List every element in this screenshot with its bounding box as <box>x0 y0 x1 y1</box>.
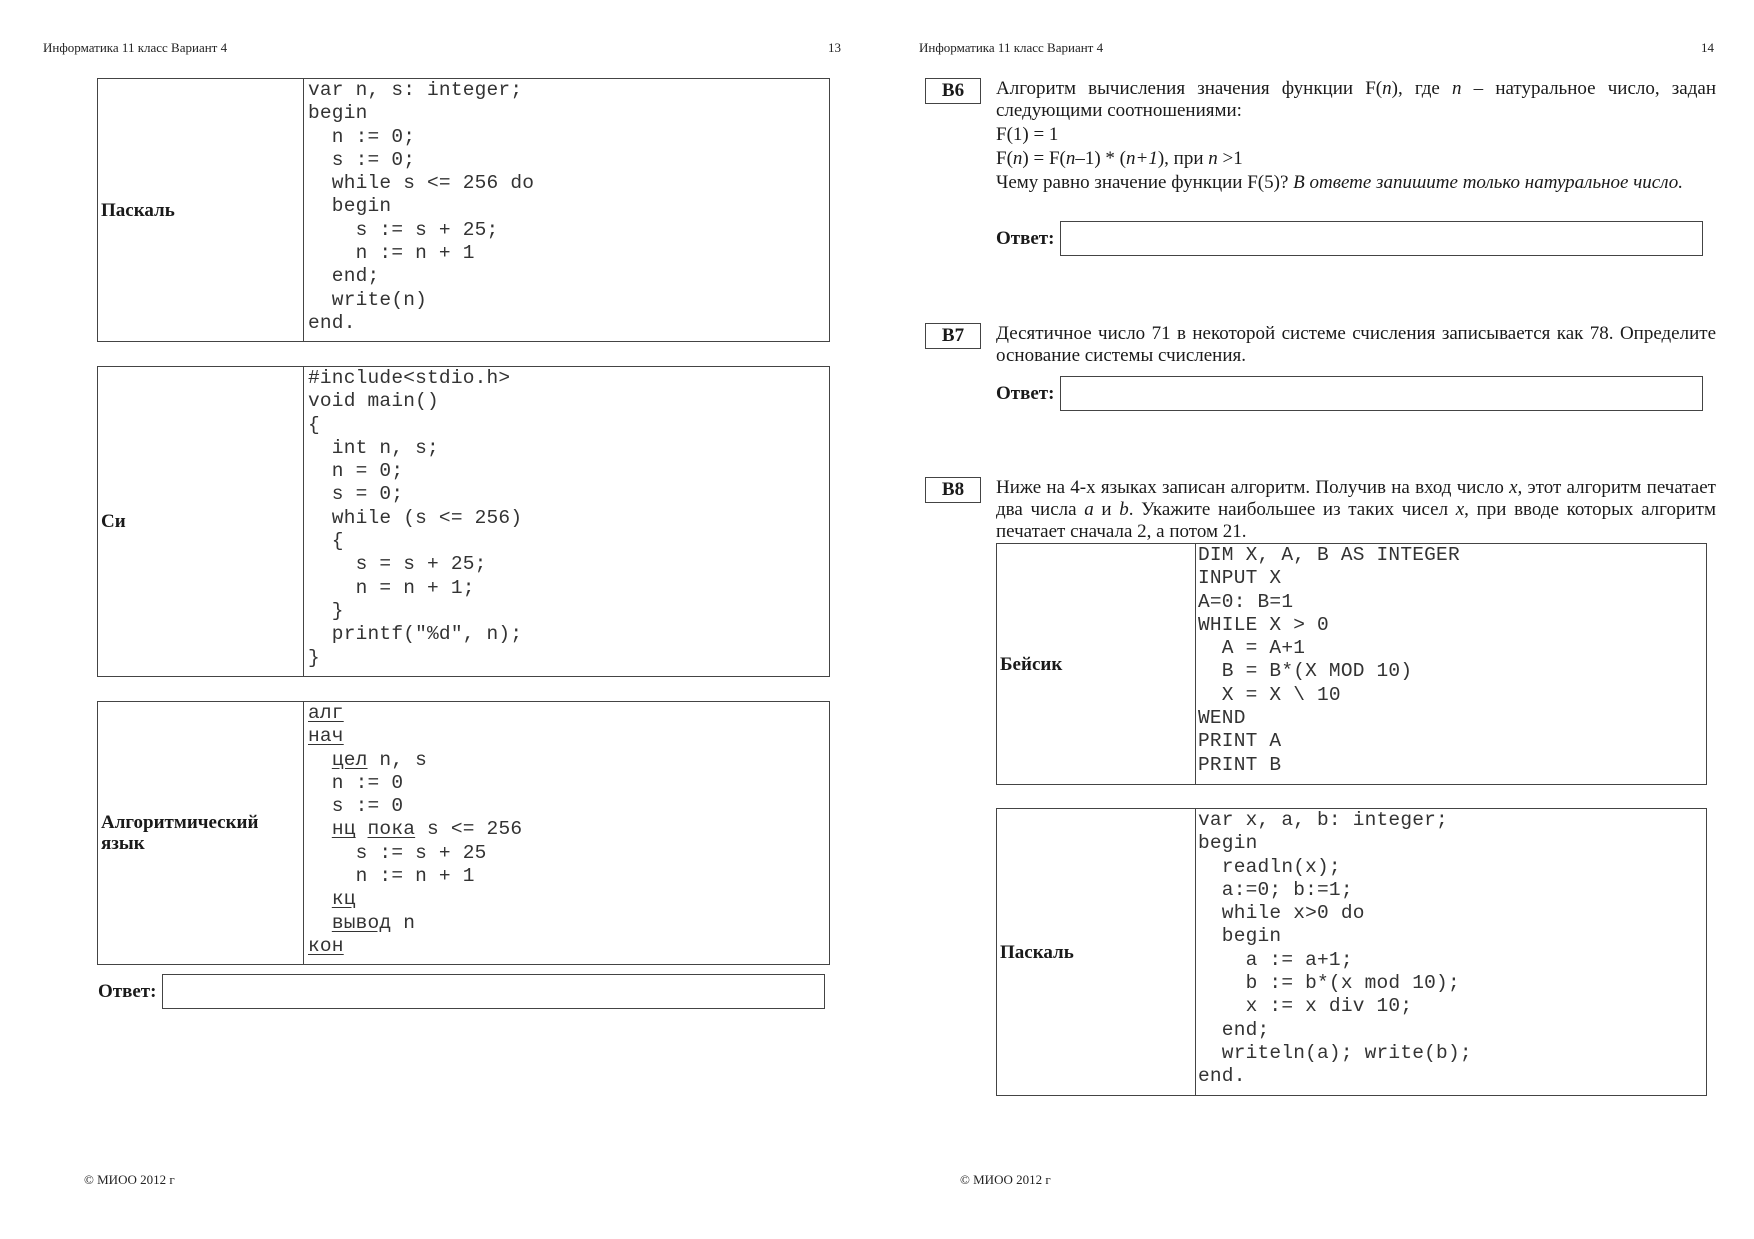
keyword: цел <box>331 748 368 771</box>
code-line: { <box>308 413 320 436</box>
code-text: s <= 256 <box>415 818 523 841</box>
keyword: вывод <box>331 911 392 934</box>
code-line: var n, s: integer; <box>308 79 523 101</box>
code-line: while s <= 256 do <box>308 172 535 195</box>
text: – натуральное число, задан следующими соотношениями: <box>996 78 1716 121</box>
text: В ответе запишите только натуральное число. <box>1293 172 1683 193</box>
code-line: while x>0 do <box>1198 902 1365 925</box>
code-line: n = n + 1; <box>308 576 475 599</box>
text: ), где <box>1391 78 1452 99</box>
code-line: s := s + 25; <box>308 218 499 241</box>
text: Чему равно значение функции F(5)? <box>996 172 1294 193</box>
code-line: WHILE X > 0 <box>1198 613 1329 636</box>
code-line: n = 0; <box>308 460 404 483</box>
text: Ниже на 4-х языках записан алгоритм. Получив на вход число <box>996 477 1510 498</box>
lang-label-pascal: Паскаль <box>98 79 304 341</box>
text: Алгоритм вычисления значения функции F( <box>996 78 1383 99</box>
code-line: a:=0; b:=1; <box>1198 878 1353 901</box>
code-line: n := n + 1 <box>308 242 475 265</box>
task-text-b8 <box>996 477 1716 543</box>
code-line: writeln(a); write(b); <box>1198 1041 1472 1064</box>
text: F( <box>996 148 1013 169</box>
code-line: INPUT X <box>1198 567 1282 590</box>
answer-field-b6[interactable] <box>1060 221 1703 256</box>
task-text-b6 <box>996 78 1716 194</box>
code-line: end. <box>1198 1065 1246 1088</box>
code-line: s = 0; <box>308 483 404 506</box>
code-text: n <box>391 911 416 934</box>
code-line: s := 0 <box>308 795 404 818</box>
footer-copyright-left: © МИОО 2012 г <box>84 1172 175 1187</box>
code-line <box>308 912 522 935</box>
text: a <box>1084 499 1094 520</box>
code-line: n := 0; <box>308 125 416 148</box>
code-line: WEND <box>1198 707 1246 730</box>
header-title-left: Информатика 11 класс Вариант 4 <box>43 40 228 55</box>
answer-row-b7 <box>996 376 1703 411</box>
text: n <box>1451 78 1462 99</box>
code-line: #include<stdio.h> <box>308 367 511 389</box>
code-line: end. <box>308 311 356 334</box>
code-line <box>308 702 522 725</box>
code-line: n := n + 1 <box>308 865 475 888</box>
text: и <box>1093 499 1120 520</box>
code-line <box>308 725 522 748</box>
code-line: end; <box>1198 1018 1270 1041</box>
code-line: void main() <box>308 390 439 413</box>
code-line: PRINT B <box>1198 753 1282 776</box>
answer-field-b5[interactable] <box>162 974 825 1009</box>
answer-label: Ответ: <box>996 382 1055 404</box>
b8-pascal-code-table <box>996 808 1707 1096</box>
code-line: DIM X, A, B AS INTEGER <box>1198 544 1460 566</box>
code-line: s := s + 25 <box>308 841 487 864</box>
code-line: printf("%d", n); <box>308 623 523 646</box>
task-label-b7: B7 <box>925 323 981 349</box>
task-text-b7: Десятичное число 71 в некоторой системе счисления записывается как 78. Определите основание системы счисления. <box>996 323 1716 366</box>
keyword: пока <box>367 818 416 841</box>
c-code-table <box>97 366 830 677</box>
basic-code-table <box>996 543 1707 785</box>
code-line: end; <box>308 265 380 288</box>
b6-intro <box>996 78 1716 122</box>
keyword: кон <box>308 934 344 957</box>
text: . Укажите наибольшее из таких чисел <box>1128 499 1456 520</box>
code-line: int n, s; <box>308 436 439 459</box>
text: этот алгоритм печатает два числа <box>996 477 1716 520</box>
keyword: нач <box>308 725 344 748</box>
text: ), при <box>1157 148 1209 169</box>
keyword: кц <box>331 888 356 911</box>
lang-label-alg: Алгоритмический язык <box>98 702 304 964</box>
code-line: s := 0; <box>308 148 416 171</box>
answer-field-b7[interactable] <box>1060 376 1703 411</box>
code-line <box>308 888 522 911</box>
code-block-pascal-b8 <box>1196 809 1472 1095</box>
code-line: x := x div 10; <box>1198 995 1413 1018</box>
code-line <box>308 818 522 841</box>
code-line: n := 0 <box>308 771 404 794</box>
text: >1 <box>1217 148 1243 169</box>
text: n <box>1208 148 1218 169</box>
text: b <box>1119 499 1129 520</box>
text: n+1 <box>1126 148 1158 169</box>
answer-label: Ответ: <box>98 980 157 1002</box>
code-line: X = X \ 10 <box>1198 683 1341 706</box>
code-line: begin <box>1198 925 1282 948</box>
lang-label-pascal-b8: Паскаль <box>997 809 1196 1095</box>
code-line: A = A+1 <box>1198 637 1306 660</box>
lang-label-basic: Бейсик <box>997 544 1196 784</box>
keyword: нц <box>331 818 356 841</box>
answer-label: Ответ: <box>996 227 1055 249</box>
code-line: write(n) <box>308 288 428 311</box>
code-line <box>308 935 522 958</box>
code-line: b := b*(x mod 10); <box>1198 972 1460 995</box>
code-line: begin <box>308 102 368 125</box>
text: n <box>1065 148 1076 169</box>
code-block-alg <box>304 702 522 964</box>
code-block-pascal <box>304 79 534 341</box>
code-line: } <box>308 599 344 622</box>
text: n <box>1012 148 1023 169</box>
page-number-right: 14 <box>1701 40 1714 55</box>
code-line: while (s <= 256) <box>308 506 523 529</box>
header-title-right: Информатика 11 класс Вариант 4 <box>919 40 1104 55</box>
keyword: алг <box>308 702 344 724</box>
alg-code-table <box>97 701 830 965</box>
code-line: B = B*(X MOD 10) <box>1198 660 1413 683</box>
code-line: { <box>308 530 344 553</box>
code-line <box>308 749 522 772</box>
footer-copyright-right: © МИОО 2012 г <box>960 1172 1051 1187</box>
text: x <box>1455 499 1465 520</box>
code-line: var x, a, b: integer; <box>1198 809 1448 831</box>
b6-formula-2 <box>996 148 1716 170</box>
text: x, <box>1509 477 1523 498</box>
code-line: PRINT A <box>1198 730 1282 753</box>
task-label-b8: B8 <box>925 477 981 503</box>
text: –1) * ( <box>1075 148 1126 169</box>
code-line: a := a+1; <box>1198 948 1353 971</box>
code-block-basic <box>1196 544 1460 784</box>
page-number-left: 13 <box>828 40 841 55</box>
code-line: } <box>308 646 320 669</box>
text: ) = F( <box>1022 148 1066 169</box>
right-page <box>877 0 1754 1239</box>
code-text: n, s <box>367 748 428 771</box>
text: , при вводе которых алгоритм печатает сначала 2, а потом 21. <box>996 499 1716 542</box>
task-label-b6: B6 <box>925 78 981 104</box>
code-line: s = s + 25; <box>308 553 487 576</box>
pascal-code-table <box>97 78 830 342</box>
code-line: begin <box>1198 832 1258 855</box>
answer-row-b5 <box>98 974 825 1009</box>
b6-question <box>996 172 1716 194</box>
code-line: begin <box>308 195 392 218</box>
b6-formula-1: F(1) = 1 <box>996 124 1059 145</box>
code-line: A=0: B=1 <box>1198 590 1294 613</box>
answer-row-b6 <box>996 221 1703 256</box>
code-block-c <box>304 367 522 676</box>
text: n <box>1382 78 1392 99</box>
lang-label-c: Си <box>98 367 304 676</box>
code-line: readln(x); <box>1198 855 1341 878</box>
